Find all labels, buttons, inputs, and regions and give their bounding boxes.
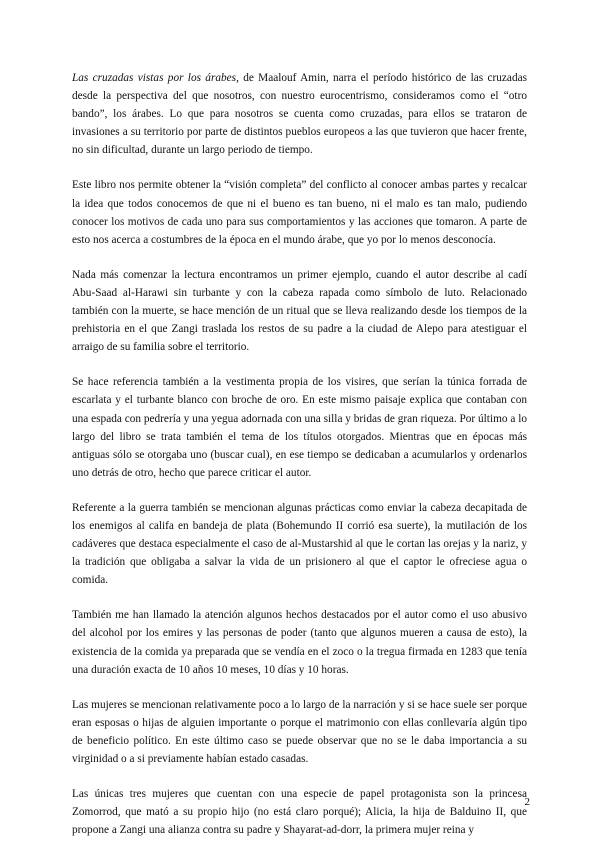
document-body [72, 69, 527, 839]
paragraph-6: También me han llamado la atención algunos hechos destacados por el autor como el uso abusivo del alcohol por los emires y las personas de poder (tanto que algunos mueren a causa de esto), la existencia de la comida ya preparada que se vendía en el zoco o la tregua firmada en 1283 que tenía una duración exacta de 10 años 10 meses, 10 días y 10 horas. [72, 609, 527, 676]
paragraph-7: Las mujeres se mencionan relativamente poco a lo largo de la narración y si se hace suele ser porque eran esposas o hijas de alguien importante o porque el matrimonio con ellas conllevaría algún tipo de beneficio político. En este último caso se puede observar que no se le daba importancia a su virginidad o a si previamente habían estado casadas. [72, 698, 527, 765]
paragraph-1 [72, 69, 527, 159]
paragraph-3: Nada más comenzar la lectura encontramos un primer ejemplo, cuando el autor describe al cadí Abu-Saad al-Harawi sin turbante y con la cabeza rapada como símbolo de luto. Relacionado también con la muerte, se hace mención de un ritual que se lleva realizando desde los tiempos de la prehistoria en el que Zangi traslada los restos de su padre a la ciudad de Alepo para atestiguar el arraigo de su familia sobre el territorio. [72, 268, 527, 354]
book-title: Las cruzadas vistas por los árabes [72, 72, 237, 84]
paragraph-2: Este libro nos permite obtener la “visión completa” del conflicto al conocer ambas partes y recalcar la idea que todos conocemos de que ni el bueno es tan bueno, ni el malo es tan malo, pudiendo conocer los motivos de cada uno para sus comportamientos y las acciones que tomaron. A parte de esto nos acerca a costumbres de la época en el mundo árabe, que yo por lo menos desconocía. [72, 179, 527, 246]
paragraph-8: Las únicas tres mujeres que cuentan con una especie de papel protagonista son la princesa Zomorrod, que mató a su propio hijo (no está claro porqué); Alicia, la hija de Balduino II, que propone a Zangi una alianza contra su padre y Shayarat-ad-dorr, la primera mujer reina y [72, 788, 527, 837]
paragraph-5: Referente a la guerra también se mencionan algunas prácticas como enviar la cabeza decapitada de los enemigos al califa en bandeja de plata (Bohemundo II corrió esa suerte), la mutilación de los cadáveres que destaca especialmente el caso de al-Mustarshid al que le cortan las orejas y la nariz, y la tradición que obligaba a salvar la vida de un prisionero al que el captor le ofreciese agua o comida. [72, 501, 527, 587]
paragraph-1-text: , de Maalouf Amin, narra el período histórico de las cruzadas desde la perspectiva del que nosotros, con nuestro eurocentrismo, consideramos como el “otro bando”, los árabes. Lo que para nosotros se cuenta como cruzadas, para ellos se trataron de invasiones a su territorio por parte de distintos pueblos europeos a las que tuvieron que hacer frente, no sin dificultad, durante un largo periodo de tiempo. [72, 72, 527, 157]
page-number: 2 [524, 796, 530, 808]
paragraph-4: Se hace referencia también a la vestimenta propia de los visires, que serían la túnica forrada de escarlata y el turbante blanco con broche de oro. En este mismo paisaje explica que contaban con una espada con pedrería y una yegua adornada con una silla y bridas de gran riqueza. Por último a lo largo del libro se trata también el tema de los títulos otorgados. Mientras que en épocas más antiguas sólo se otorgaba uno (buscar cual), en ese tiempo se dedicaban a acumularlos y ordenarlos uno detrás de otro, hecho que parece criticar el autor. [72, 376, 527, 479]
